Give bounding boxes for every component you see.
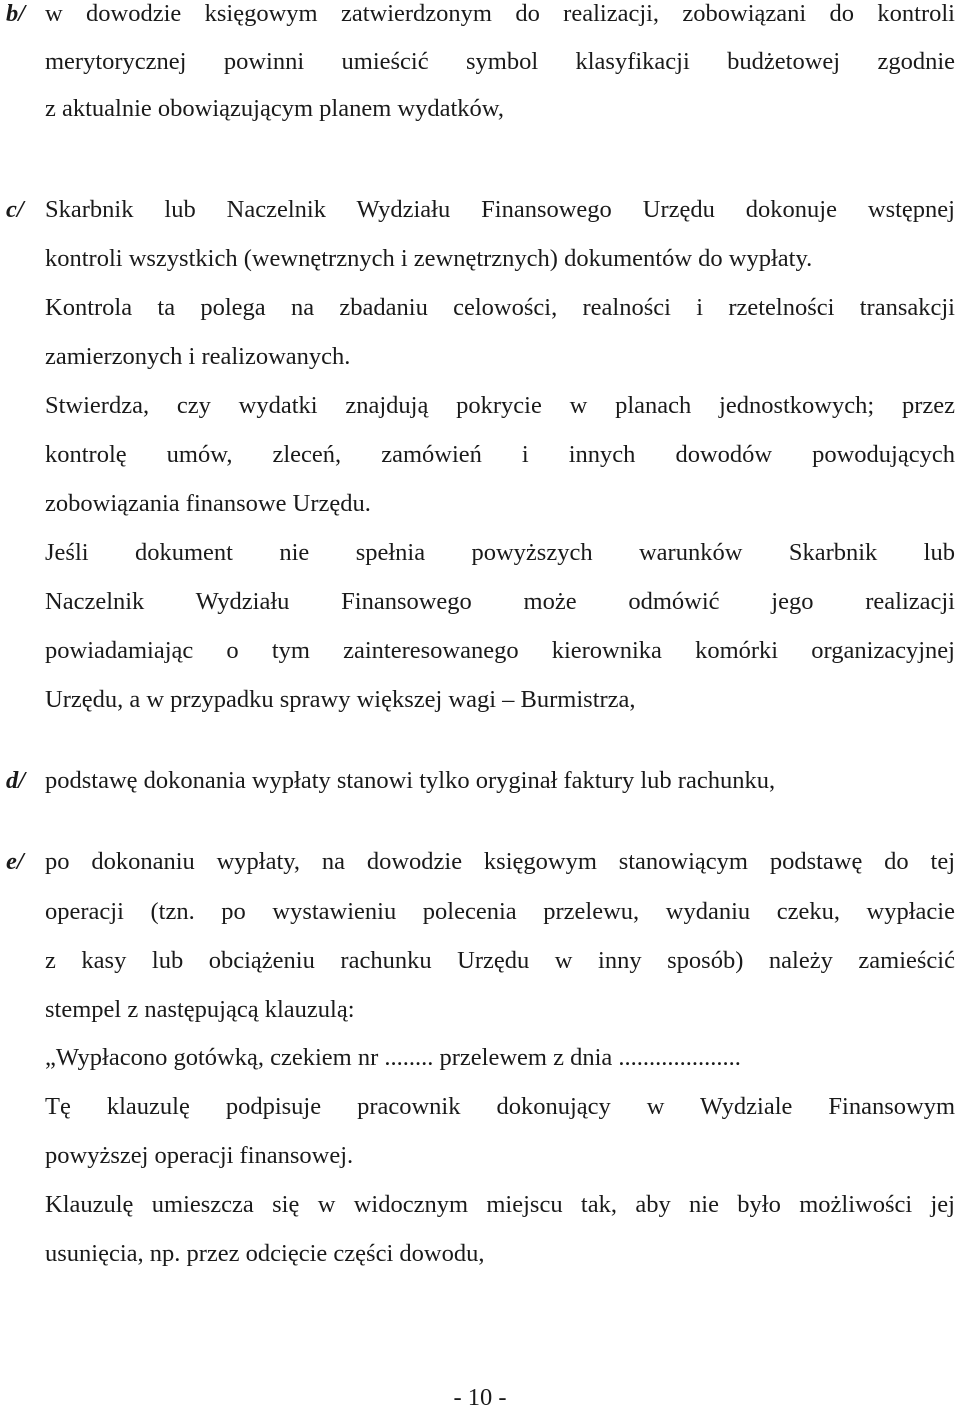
text-line: kontroli wszystkich (wewnętrznych i zewnętrznych) dokumentów do wypłaty. bbox=[45, 245, 813, 272]
text-line: podstawę dokonania wypłaty stanowi tylko oryginał faktury lub rachunku, bbox=[45, 767, 776, 794]
item-marker: e/ bbox=[6, 848, 24, 875]
text-line: Naczelnik Wydziału Finansowego może odmówić jego realizacji bbox=[45, 588, 955, 615]
text-line: operacji (tzn. po wystawieniu polecenia przelewu, wydaniu czeku, wypłacie bbox=[45, 898, 955, 925]
text-line: Kontrola ta polega na zbadaniu celowości, realności i rzetelności transakcji bbox=[45, 294, 955, 321]
text-line: kontrolę umów, zleceń, zamówień i innych dowodów powodujących bbox=[45, 441, 955, 468]
text-line: Tę klauzulę podpisuje pracownik dokonujący w Wydziale Finansowym bbox=[45, 1093, 955, 1120]
text-line: stempel z następującą klauzulą: bbox=[45, 996, 355, 1023]
page-number: - 10 - bbox=[453, 1384, 507, 1411]
text-line: zobowiązania finansowe Urzędu. bbox=[45, 490, 371, 517]
text-line: powyższej operacji finansowej. bbox=[45, 1142, 354, 1169]
text-line: Urzędu, a w przypadku sprawy większej wagi – Burmistrza, bbox=[45, 686, 636, 713]
text-line: w dowodzie księgowym zatwierdzonym do realizacji, zobowiązani do kontroli bbox=[45, 0, 955, 27]
text-line: usunięcia, np. przez odcięcie części dowodu, bbox=[45, 1240, 485, 1267]
text-line: merytorycznej powinni umieścić symbol klasyfikacji budżetowej zgodnie bbox=[45, 48, 955, 75]
text-line: Klauzulę umieszcza się w widocznym miejscu tak, aby nie było możliwości jej bbox=[45, 1191, 955, 1218]
text-line: Skarbnik lub Naczelnik Wydziału Finansowego Urzędu dokonuje wstępnej bbox=[45, 196, 955, 223]
text-line: powiadamiając o tym zainteresowanego kierownika komórki organizacyjnej bbox=[45, 637, 955, 664]
text-line: zamierzonych i realizowanych. bbox=[45, 343, 351, 370]
text-line: Jeśli dokument nie spełnia powyższych warunków Skarbnik lub bbox=[45, 539, 955, 566]
item-marker: d/ bbox=[6, 767, 26, 794]
text-line: z kasy lub obciążeniu rachunku Urzędu w inny sposób) należy zamieścić bbox=[45, 947, 955, 974]
item-marker: b/ bbox=[6, 0, 26, 27]
text-line: Stwierdza, czy wydatki znajdują pokrycie w planach jednostkowych; przez bbox=[45, 392, 955, 419]
clause-line: „Wypłacono gotówką, czekiem nr ........ przelewem z dnia .................... bbox=[45, 1044, 741, 1071]
text-line: po dokonaniu wypłaty, na dowodzie księgowym stanowiącym podstawę do tej bbox=[45, 848, 955, 875]
text-line: z aktualnie obowiązującym planem wydatków, bbox=[45, 95, 504, 122]
item-marker: c/ bbox=[6, 196, 24, 223]
